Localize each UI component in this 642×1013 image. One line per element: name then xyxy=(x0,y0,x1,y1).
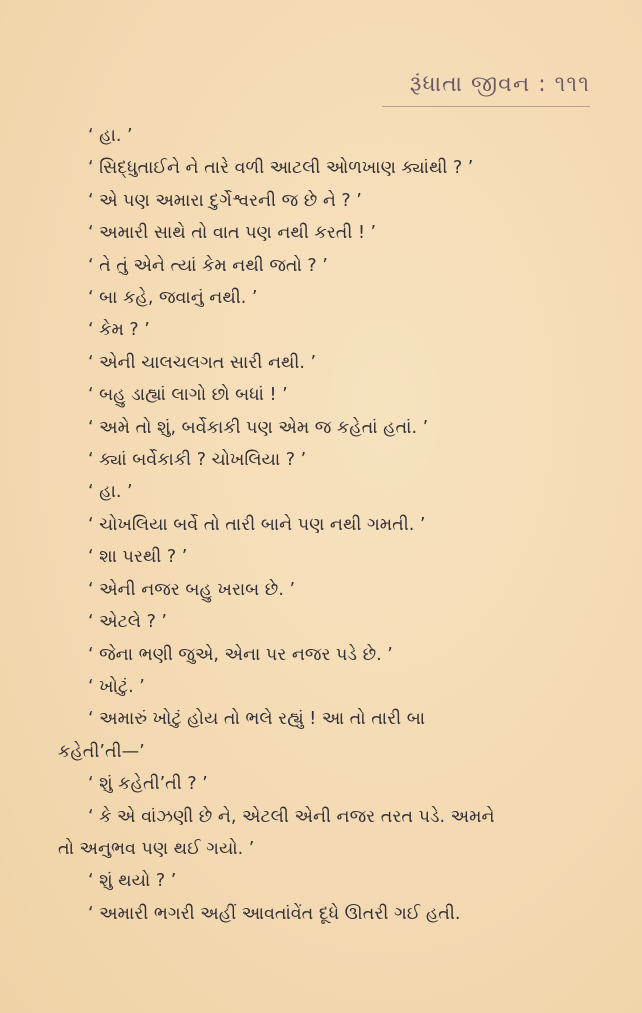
dialogue-line: ‘ જેના ભણી જુએ, એના પર નજર પડે છે. ’ xyxy=(88,644,393,665)
dialogue-line: ‘ શા પરથી ? ’ xyxy=(88,547,188,568)
dialogue-line: ‘ હા. ’ xyxy=(88,482,133,503)
dialogue-line: ‘ હા. ’ xyxy=(88,126,133,146)
dialogue-line: ‘ અમારી ભગરી અહીં આવતાંવેંત દૂધે ઊતરી ગઈ હતી. xyxy=(88,903,461,924)
dialogue-line: ‘ તે તું એને ત્યાં કેમ નથી જતો ? ’ xyxy=(88,255,328,276)
dialogue-line: ‘ બા કહે, જવાનું નથી. ’ xyxy=(88,288,258,309)
dialogue-line: ‘ એટલે ? ’ xyxy=(88,612,167,633)
dialogue-line: ‘ અમે તો શું, બર્વેકાકી પણ એમ જ કહેતાં હતાં. ’ xyxy=(88,417,429,438)
dialogue-line: ‘ બહુ ડાહ્યાં લાગો છો બધાં ! ’ xyxy=(88,385,288,406)
dialogue-line: ‘ કેમ ? ’ xyxy=(88,320,150,341)
dialogue-line: ‘ ખોટું. ’ xyxy=(88,676,145,697)
dialogue-line: ‘ કે એ વાંઝણી છે ને, એટલી એની નજર તરત પડે. અમને xyxy=(88,806,495,827)
dialogue-line: ‘ અમારું ખોટું હોય તો ભલે રહ્યું ! આ તો તારી બા xyxy=(88,709,426,730)
dialogue-line: ‘ એની નજર બહુ ખરાબ છે. ’ xyxy=(88,579,296,600)
dialogue-line: ‘ એ પણ અમારા દુર્ગેશ્વરની જ છે ને ? ’ xyxy=(88,190,362,211)
dialogue-line-continuation: કહેતી’તી—’ xyxy=(58,741,145,762)
dialogue-line: ‘ શું થયો ? ’ xyxy=(88,871,177,892)
dialogue-line: ‘ શું કહેતી’તી ? ’ xyxy=(88,774,208,795)
dialogue-line: ‘ એની ચાલચલગત સારી નથી. ’ xyxy=(88,352,317,373)
dialogue-body xyxy=(58,120,598,930)
header-rule xyxy=(382,106,590,107)
dialogue-line: ‘ સિદ્ધુતાઈને ને તારે વળી આટલી ઓળખાણ ક્યાંથી ? ’ xyxy=(88,158,474,179)
dialogue-line: ‘ ક્યાં બર્વેકાકી ? ચોખલિયા ? ’ xyxy=(88,450,307,471)
running-header: રૂંધાતા જીવન : ૧૧૧ xyxy=(409,72,590,97)
dialogue-line: ‘ ચોખલિયા બર્વે તો તારી બાને પણ નથી ગમતી. ’ xyxy=(88,514,426,535)
dialogue-line: ‘ અમારી સાથે તો વાત પણ નથી કરતી ! ’ xyxy=(88,223,377,244)
dialogue-line-continuation: તો અનુભવ પણ થઈ ગયો. ’ xyxy=(58,838,255,859)
